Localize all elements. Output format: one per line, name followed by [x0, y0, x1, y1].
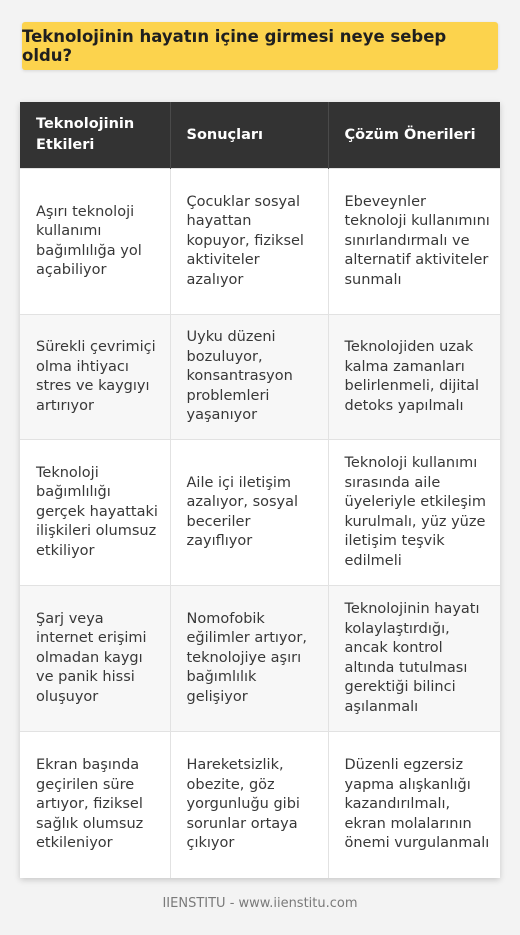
- table-cell-effect: Teknoloji bağımlılığı gerçek hayattaki ilişkileri olumsuz etkiliyor: [20, 440, 170, 586]
- footer-credit: IIENSTITU - www.iienstitu.com: [162, 896, 358, 911]
- table-cell-result: Nomofobik eğilimler artıyor, teknolojiye aşırı bağımlılık gelişiyor: [170, 586, 328, 732]
- effects-table: [20, 102, 500, 878]
- table-cell-effect: Aşırı teknoloji kullanımı bağımlılığa yol açabiliyor: [20, 169, 170, 315]
- table-cell-effect: Ekran başında geçirilen süre artıyor, fiziksel sağlık olumsuz etkileniyor: [20, 732, 170, 878]
- table-cell-result: Hareketsizlik, obezite, göz yorgunluğu gibi sorunlar ortaya çıkıyor: [170, 732, 328, 878]
- column-header-effects: Teknolojinin Etkileri: [20, 102, 170, 169]
- table-cell-solution: Teknolojiden uzak kalma zamanları belirlenmeli, dijital detoks yapılmalı: [328, 315, 500, 440]
- table-row: [20, 440, 500, 586]
- table-cell-result: Çocuklar sosyal hayattan kopuyor, fiziksel aktiviteler azalıyor: [170, 169, 328, 315]
- table-row: [20, 586, 500, 732]
- table-cell-effect: Sürekli çevrimiçi olma ihtiyacı stres ve kaygıyı artırıyor: [20, 315, 170, 440]
- table-cell-effect: Şarj veya internet erişimi olmadan kaygı ve panik hissi oluşuyor: [20, 586, 170, 732]
- table-row: [20, 315, 500, 440]
- table-row: [20, 169, 500, 315]
- table-cell-solution: Düzenli egzersiz yapma alışkanlığı kazandırılmalı, ekran molalarının önemi vurgulanmalı: [328, 732, 500, 878]
- page-title: Teknolojinin hayatın içine girmesi neye sebep oldu?: [22, 22, 498, 70]
- column-header-results: Sonuçları: [170, 102, 328, 169]
- table-cell-result: Uyku düzeni bozuluyor, konsantrasyon problemleri yaşanıyor: [170, 315, 328, 440]
- table-cell-solution: Teknoloji kullanımı sırasında aile üyeleriyle etkileşim kurulmalı, yüz yüze iletişim teşvik edilmeli: [328, 440, 500, 586]
- column-header-solutions: Çözüm Önerileri: [328, 102, 500, 169]
- table-cell-solution: Teknolojinin hayatı kolaylaştırdığı, ancak kontrol altında tutulması gerektiği bilinci aşılanmalı: [328, 586, 500, 732]
- table-cell-result: Aile içi iletişim azalıyor, sosyal beceriler zayıflıyor: [170, 440, 328, 586]
- table-cell-solution: Ebeveynler teknoloji kullanımını sınırlandırmalı ve alternatif aktiviteler sunmalı: [328, 169, 500, 315]
- table-header-row: [20, 102, 500, 169]
- table-row: [20, 732, 500, 878]
